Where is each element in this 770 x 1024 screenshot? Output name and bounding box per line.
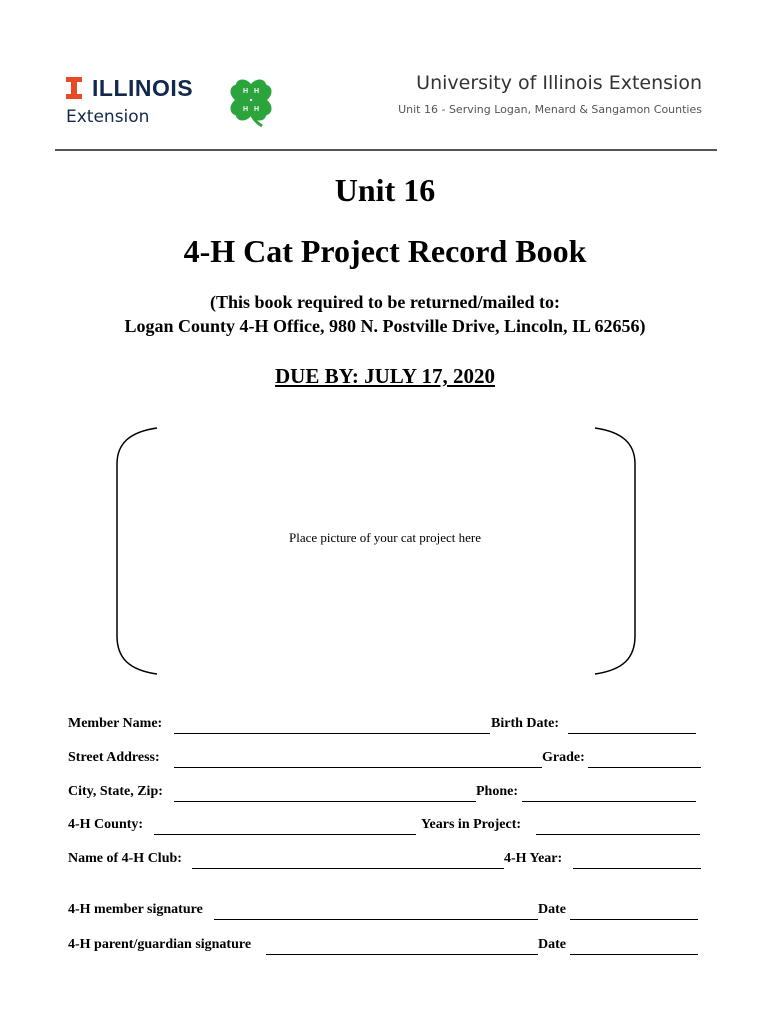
form-row-club bbox=[68, 851, 708, 871]
form-row-member-signature bbox=[68, 902, 708, 922]
parent-date-field[interactable] bbox=[570, 954, 698, 955]
extension-wordmark: Extension bbox=[66, 107, 150, 127]
county-field[interactable] bbox=[154, 834, 416, 835]
phone-label: Phone: bbox=[476, 784, 518, 799]
org-name: University of Illinois Extension bbox=[416, 72, 702, 94]
svg-text:H: H bbox=[243, 88, 249, 95]
form-row-street bbox=[68, 750, 708, 770]
member-date-field[interactable] bbox=[570, 919, 698, 920]
member-signature-field[interactable] bbox=[214, 919, 538, 920]
illinois-i-logo-icon bbox=[66, 77, 82, 99]
grade-field[interactable] bbox=[588, 767, 701, 768]
header-divider bbox=[55, 149, 717, 151]
phone-field[interactable] bbox=[522, 801, 696, 802]
due-date: DUE BY: JULY 17, 2020 bbox=[275, 364, 495, 388]
parent-signature-field[interactable] bbox=[266, 954, 538, 955]
photo-placeholder-text: Place picture of your cat project here bbox=[288, 530, 482, 545]
birth-date-label: Birth Date: bbox=[491, 716, 560, 731]
svg-text:H: H bbox=[243, 106, 249, 113]
club-name-label: Name of 4-H Club: bbox=[68, 851, 182, 866]
member-name-field[interactable] bbox=[174, 733, 490, 734]
parent-date-label: Date bbox=[538, 937, 566, 952]
four-h-clover-icon bbox=[226, 74, 276, 128]
form-row-parent-signature bbox=[68, 937, 708, 957]
club-name-field[interactable] bbox=[192, 868, 504, 869]
return-instructions-line1: (This book required to be returned/mailed to: bbox=[209, 292, 560, 312]
illinois-wordmark: ILLINOIS bbox=[92, 75, 194, 101]
city-state-zip-field[interactable] bbox=[174, 801, 476, 802]
record-book-title: 4-H Cat Project Record Book bbox=[183, 233, 587, 269]
form-row-county bbox=[68, 817, 708, 837]
return-instructions-line2: Logan County 4-H Office, 980 N. Postville Drive, Lincoln, IL 62656) bbox=[124, 316, 646, 336]
member-name-label: Member Name: bbox=[68, 716, 163, 731]
form-row-city bbox=[68, 784, 708, 804]
member-signature-label: 4-H member signature bbox=[68, 902, 203, 917]
county-label: 4-H County: bbox=[68, 817, 144, 832]
city-state-zip-label: City, State, Zip: bbox=[68, 784, 163, 799]
unit-title: Unit 16 bbox=[334, 172, 436, 208]
svg-text:H: H bbox=[254, 106, 260, 113]
form-row-member bbox=[68, 716, 708, 736]
parent-signature-label: 4-H parent/guardian signature bbox=[68, 937, 252, 952]
street-address-field[interactable] bbox=[174, 767, 542, 768]
photo-frame bbox=[113, 424, 641, 678]
year-label: 4-H Year: bbox=[504, 851, 563, 866]
grade-label: Grade: bbox=[542, 750, 585, 765]
years-in-project-field[interactable] bbox=[536, 834, 700, 835]
svg-text:H: H bbox=[254, 88, 260, 95]
street-address-label: Street Address: bbox=[68, 750, 160, 765]
year-field[interactable] bbox=[573, 868, 701, 869]
years-in-project-label: Years in Project: bbox=[421, 817, 522, 832]
member-date-label: Date bbox=[538, 902, 566, 917]
birth-date-field[interactable] bbox=[568, 733, 696, 734]
org-unit: Unit 16 - Serving Logan, Menard & Sangamon Counties bbox=[398, 103, 702, 116]
